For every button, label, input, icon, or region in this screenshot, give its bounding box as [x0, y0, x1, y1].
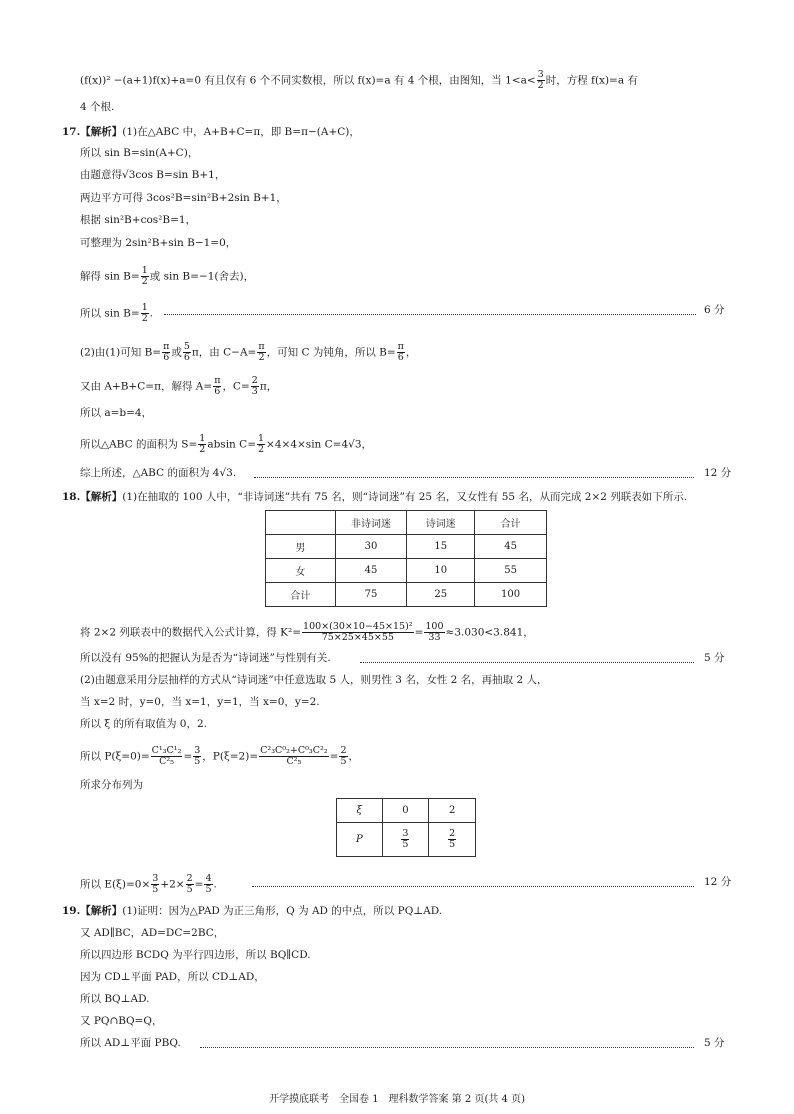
denominator: 33: [428, 632, 441, 643]
text-span: 所以 P(ξ=0)=: [80, 750, 150, 763]
denominator: 5: [152, 884, 159, 895]
denominator: 5: [186, 884, 193, 895]
denominator: 3: [251, 386, 258, 397]
table-cell: 15: [407, 535, 475, 559]
text-line: 又 PQ∩BQ=Q，: [80, 1015, 163, 1027]
q17-heading: 17.【解析】: [62, 126, 123, 138]
denominator: 6: [163, 352, 170, 363]
text-span: ，C=: [222, 380, 250, 393]
table-cell: 女: [266, 559, 336, 583]
table-cell: 25: [407, 583, 475, 607]
numerator: 1: [258, 433, 265, 444]
numerator: 1: [199, 433, 206, 444]
fraction: [151, 746, 183, 767]
fraction: [198, 434, 206, 455]
text-span: +2×: [160, 878, 185, 891]
table-cell: 30: [335, 535, 407, 559]
table-row: [337, 799, 476, 823]
fraction: [257, 342, 265, 363]
fraction: [339, 746, 347, 767]
fraction: [204, 874, 212, 895]
table-cell: 非诗词迷: [335, 511, 407, 535]
leader-dots: [164, 314, 696, 315]
fraction: [193, 746, 201, 767]
numerator: π: [258, 341, 265, 352]
text-line: [80, 376, 277, 397]
numerator: 3: [537, 69, 544, 80]
numerator: 3: [194, 745, 201, 756]
text-line: 所以没有 95%的把握认为是否为“诗词迷”与性别有关.: [80, 652, 331, 664]
text-span: ，P(ξ=2)=: [202, 750, 259, 763]
text-line: 当 x=2 时，y=0，当 x=1，y=1，当 x=0，y=2.: [80, 696, 320, 708]
table-cell: 合计: [475, 511, 547, 535]
q18-heading: 18.【解析】: [62, 491, 123, 503]
fraction: [183, 342, 191, 363]
denominator: C²₅: [286, 756, 302, 767]
numerator: 100: [425, 621, 444, 632]
denominator: 6: [214, 386, 221, 397]
text-line: 所以 BQ⊥AD.: [80, 993, 150, 1005]
fraction: [302, 622, 414, 643]
text-line: 所以四边形 BCDQ 为平行四边形，所以 BQ∥CD.: [80, 949, 311, 961]
score-label: 12 分: [704, 467, 732, 479]
numerator: 1: [141, 265, 148, 276]
text-span: 或 sin B=−1(舍去)，: [149, 270, 255, 283]
text-line: 所以 AD⊥平面 PBQ.: [80, 1037, 181, 1049]
q19-heading: 19.【解析】: [62, 905, 123, 917]
denominator: 6: [397, 352, 404, 363]
table-cell: 诗词迷: [407, 511, 475, 535]
numerator: 2: [186, 873, 193, 884]
fraction: [259, 746, 329, 767]
text-line: 4 个根.: [80, 101, 115, 113]
text-line: 所以 a=b=4，: [80, 407, 153, 419]
numerator: 100×(30×10−45×15)²: [303, 621, 413, 632]
numerator: 1: [141, 302, 148, 313]
numerator: π: [397, 341, 404, 352]
numerator: π: [163, 341, 170, 352]
fraction: [401, 829, 409, 850]
q19-line: [62, 904, 442, 918]
q18-line: [62, 490, 687, 504]
fraction: [213, 376, 221, 397]
text-line: 又 AD∥BC，AD=DC=2BC，: [80, 927, 225, 939]
text-span: =: [194, 878, 204, 891]
leader-dots: [252, 886, 694, 887]
numerator: C²₃C⁰₂+C⁰₃C²₂: [260, 745, 328, 756]
table-cell: [429, 823, 476, 857]
numerator: 5: [183, 341, 190, 352]
text-line: 所以 sin B=sin(A+C)，: [80, 147, 199, 159]
text-span: 又由 A+B+C=π，解得 A=: [80, 380, 213, 393]
table-cell: 10: [407, 559, 475, 583]
table-header-row: [266, 511, 547, 535]
table-cell: 男: [266, 535, 336, 559]
text-line: (2)由题意采用分层抽样的方式从“诗词迷”中任意选取 5 人，则男性 3 名，女性 2 名，再抽取 2 人，: [80, 674, 548, 686]
text-line: 所以 ξ 的所有取值为 0，2.: [80, 718, 207, 730]
denominator: C²₅: [159, 756, 174, 767]
score-label: 6 分: [704, 304, 725, 316]
page-footer: 开学摸底联考 全国卷 1 理科数学答案 第 2 页(共 4 页): [269, 1094, 525, 1105]
table-cell: 100: [475, 583, 547, 607]
fraction: [141, 266, 149, 287]
table-cell: 55: [475, 559, 547, 583]
text-line: (2)由(1)可知 B= $\frac{\pi}{6}$ 或 $\frac{5}{6}$ π，由 C−A= $\frac{\pi}{2}$ ，可知 C 为钝角，所以 B= $\frac{\pi}{6}$ ，: [80, 341, 417, 363]
text-line: [80, 434, 372, 455]
denominator: 6: [183, 352, 190, 363]
text-span: ×4×4×sin C=4√3，: [266, 438, 373, 451]
text-span: 或: [171, 346, 182, 359]
text-line: [80, 746, 359, 767]
table-row: [337, 823, 476, 857]
denominator: 2: [141, 276, 148, 287]
text-line: [80, 70, 638, 91]
score-label: 5 分: [704, 652, 725, 664]
numerator: π: [214, 375, 221, 386]
table-cell: 2: [429, 799, 476, 823]
denominator: 2: [199, 444, 206, 455]
text-span: 所以△ABC 的面积为 S=: [80, 438, 198, 451]
table-cell: P: [337, 823, 383, 857]
distribution-table: [336, 798, 476, 857]
numerator: C¹₃C¹₂: [151, 745, 182, 756]
table-cell: 0: [382, 799, 429, 823]
score-label: 5 分: [704, 1037, 725, 1049]
denominator: 5: [402, 839, 409, 850]
table-row: [266, 559, 547, 583]
denominator: 2: [258, 352, 265, 363]
text-span: 所以 sin B=: [80, 307, 140, 320]
text-span: .: [213, 878, 217, 891]
leader-dots: [254, 477, 694, 478]
text-line: 根据 sin²B+cos²B=1，: [80, 214, 197, 226]
text-span: (1)在抽取的 100 人中，“非诗词迷”共有 75 名，则“诗词迷”有 25 名，又女性有 55 名，从而完成 2×2 列联表如下所示.: [122, 491, 688, 503]
text-line: 可整理为 2sin²B+sin B−1=0，: [80, 237, 237, 249]
table-cell: [266, 511, 336, 535]
fraction: [141, 303, 149, 324]
text-span: ，可知 C 为钝角，所以 B=: [266, 346, 396, 359]
fraction: [448, 829, 456, 850]
numerator: 3: [152, 873, 159, 884]
text-line: [80, 266, 254, 287]
text-span: (2)由(1)可知 B=: [80, 346, 162, 359]
text-span: =: [329, 750, 339, 763]
text-span: ≈3.030<3.841，: [445, 626, 534, 639]
denominator: 75×25×45×55: [321, 632, 394, 643]
numerator: 2: [340, 745, 347, 756]
table-cell: 75: [335, 583, 407, 607]
text-span: absin C=: [207, 438, 256, 451]
numerator: 4: [205, 873, 212, 884]
fraction: [424, 622, 444, 643]
denominator: 2: [258, 444, 265, 455]
leader-dots: [200, 1047, 694, 1048]
text-span: ，: [348, 750, 359, 763]
text-line: [80, 622, 534, 643]
numerator: 3: [402, 828, 409, 839]
text-span: π，由 C−A=: [191, 346, 257, 359]
text-line: 所以 sin B= $\frac{1}{2}$ .: [80, 302, 154, 324]
text-span: 所以 E(ξ)=0×: [80, 878, 151, 891]
text-line: 两边平方可得 3cos²B=sin²B+2sin B+1，: [80, 192, 287, 204]
text-line: 因为 CD⊥平面 PAD，所以 CD⊥AD，: [80, 971, 265, 983]
text-span: =: [414, 626, 424, 639]
denominator: 2: [537, 80, 544, 91]
table-cell: 45: [335, 559, 407, 583]
fraction: [186, 874, 194, 895]
text-line: 综上所述，△ABC 的面积为 4√3.: [80, 467, 237, 479]
denominator: 5: [205, 884, 212, 895]
text-span: 将 2×2 列联表中的数据代入公式计算，得 K²=: [80, 626, 302, 639]
text-span: 解得 sin B=: [80, 270, 140, 283]
table-row: [266, 535, 547, 559]
fraction: [397, 342, 405, 363]
numerator: 2: [251, 375, 258, 386]
table-cell: ξ: [337, 799, 383, 823]
text-span: =: [183, 750, 193, 763]
text-line: 由题意得√3cos B=sin B+1，: [80, 169, 226, 181]
contingency-table: [265, 510, 547, 607]
text-span: (1)证明：因为△PAD 为正三角形，Q 为 AD 的中点，所以 PQ⊥AD.: [122, 905, 443, 917]
fraction: [257, 434, 265, 455]
score-label: 12 分: [704, 876, 732, 888]
text-span: π，: [259, 380, 278, 393]
table-cell: 45: [475, 535, 547, 559]
text-span: 时，方程 f(x)=a 有: [545, 74, 638, 87]
text-line: 所求分布列为: [80, 779, 143, 791]
denominator: 2: [141, 313, 148, 324]
q17-line: [62, 125, 360, 139]
table-cell: [382, 823, 429, 857]
fraction: [537, 70, 545, 91]
table-row: [266, 583, 547, 607]
leader-dots: [360, 662, 694, 663]
text-span: (f(x))² −(a+1)f(x)+a=0 有且仅有 6 个不同实数根，所以 f(x)=a 有 4 个根，由图知，当 1<a<: [80, 74, 536, 87]
table-cell: 合计: [266, 583, 336, 607]
fraction: [251, 376, 259, 397]
numerator: 2: [449, 828, 456, 839]
fraction: [162, 342, 170, 363]
fraction: [151, 874, 159, 895]
denominator: 5: [449, 839, 456, 850]
denominator: 5: [340, 756, 347, 767]
denominator: 5: [194, 756, 201, 767]
text-line: [80, 874, 217, 895]
text-span: (1)在△ABC 中，A+B+C=π，即 B=π−(A+C)，: [122, 126, 360, 138]
